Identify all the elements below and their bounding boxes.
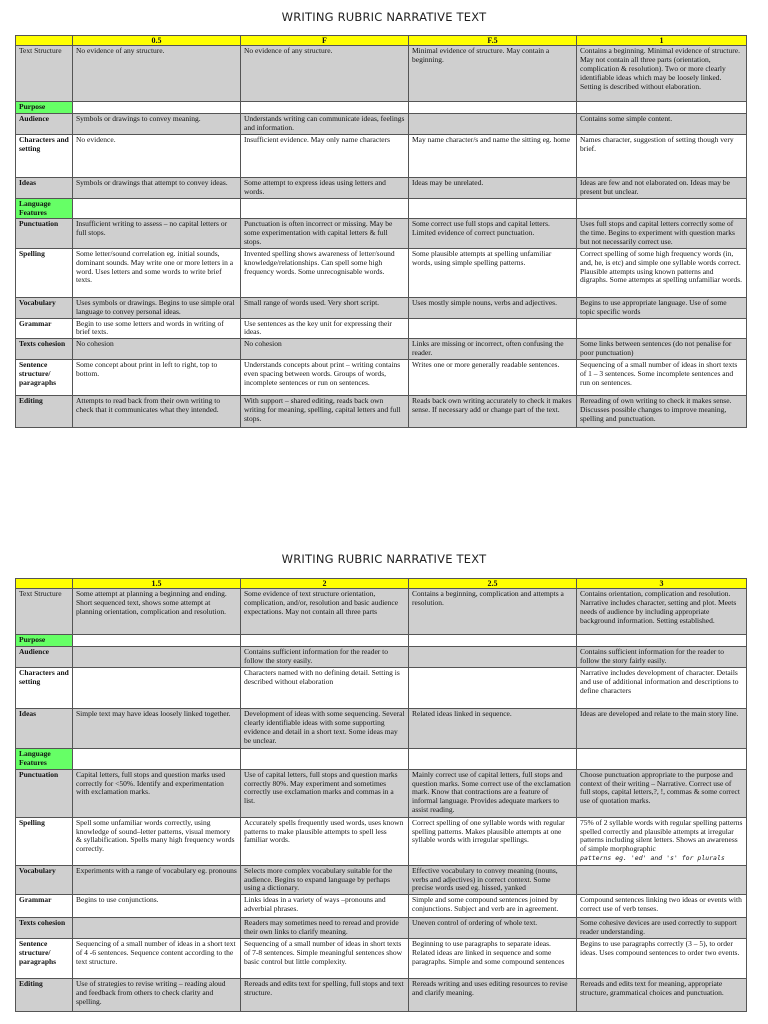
cell-text: Some links between sentences (do not penalise for poor punctuation)	[580, 339, 732, 358]
rubric-cell	[241, 248, 409, 297]
rubric-cell	[241, 134, 409, 177]
rubric-cell	[577, 938, 747, 978]
cell-text: With support – shared editing, reads back own writing for meaning, spelling, capital letters and full stops.	[244, 395, 401, 423]
rubric-cell	[577, 708, 747, 748]
rubric-cell	[577, 134, 747, 177]
cell-text: Some evidence of text structure orientation, complication, and/or, resolution and basic audience expectations. May not contain all three parts	[244, 589, 399, 617]
rubric-cell	[241, 395, 409, 427]
rubric-cell	[577, 769, 747, 817]
cell-text: Narrative includes development of character. Details and use of additional information and descriptions to define characters	[580, 667, 739, 695]
page-title: WRITING RUBRIC NARRATIVE TEXT	[281, 10, 487, 24]
rubric-cell	[577, 359, 747, 395]
rubric-row	[16, 114, 747, 135]
rubric-cell	[409, 708, 577, 748]
rubric-row	[16, 865, 747, 895]
criterion-label: Sentence structure/ paragraphs	[16, 359, 73, 395]
cell-text: Some concept about print in left to right, top to bottom.	[76, 359, 218, 378]
rubric-cell	[241, 667, 409, 708]
criterion-label: Text Structure	[16, 46, 73, 102]
rubric-cell	[73, 219, 241, 249]
cell-text: Use of strategies to revise writing – reading aloud and feedback from others to check clarity and spelling.	[76, 978, 226, 1006]
rubric-row	[16, 708, 747, 748]
section-label: Purpose	[16, 635, 73, 647]
rubric-cell	[241, 46, 409, 102]
cell-text: Rereads writing and uses editing resources to revise and clarify meaning.	[412, 978, 568, 997]
cell-text: Reads back own writing accurately to check it makes sense. If necessary add or change part of the text.	[412, 395, 572, 414]
rubric-cell	[73, 589, 241, 635]
empty-cell	[409, 102, 577, 114]
rubric-row	[16, 978, 747, 1011]
rubric-cell	[241, 769, 409, 817]
rubric-cell	[409, 134, 577, 177]
rubric-cell	[241, 647, 409, 668]
rubric-cell	[241, 918, 409, 939]
rubric-row	[16, 589, 747, 635]
empty-cell	[577, 748, 747, 769]
rubric-cell	[409, 667, 577, 708]
cell-text: Rereading of own writing to check it makes sense. Discusses possible changes to improve meaning, spelling and punctuation.	[580, 395, 732, 423]
rubric-cell	[241, 114, 409, 135]
rubric-cell	[409, 114, 577, 135]
empty-cell	[241, 635, 409, 647]
rubric-cell	[409, 219, 577, 249]
rubric-cell	[409, 865, 577, 895]
cell-text: Related ideas linked in sequence.	[412, 708, 512, 718]
header-level-2: F	[241, 36, 409, 46]
criterion-label: Punctuation	[16, 769, 73, 817]
header-level-1: 1.5	[73, 579, 241, 589]
empty-cell	[577, 635, 747, 647]
rubric-cell	[577, 297, 747, 318]
rubric-cell	[577, 339, 747, 360]
cell-text: Invented spelling shows awareness of letter/sound knowledge/relationships. Can spell some high frequency words. Some unrecognisable words.	[244, 248, 395, 276]
rubric-row	[16, 769, 747, 817]
cell-text: Simple and some compound sentences joined by conjunctions. Subject and verb are in agreement.	[412, 895, 559, 914]
rubric-row	[16, 297, 747, 318]
cell-text: No cohesion	[244, 339, 282, 349]
rubric-cell	[241, 177, 409, 198]
rubric-cell	[241, 865, 409, 895]
criterion-label: Vocabulary	[16, 297, 73, 318]
empty-cell	[409, 748, 577, 769]
cell-text: Ideas are developed and relate to the main story line.	[580, 708, 739, 718]
rubric-row	[16, 318, 747, 339]
cell-text: No evidence of any structure.	[76, 46, 165, 56]
cell-text: Use of capital letters, full stops and question marks correctly 80%. May experiment and sometimes correctly use exclamation marks and commas in a list.	[244, 769, 398, 806]
rubric-row	[16, 359, 747, 395]
header-level-1: 0.5	[73, 36, 241, 46]
cell-text: 75% of 2 syllable words with regular spelling patterns spelled correctly and plausible attempts at irregular patterns including silent letters. Shows an awareness of simple morphographic	[580, 817, 743, 854]
cell-text: Some attempt at planning a beginning and ending. Short sequenced text, shows some attempt at planning orientation, complication and resolution.	[76, 589, 227, 617]
criterion-label: Audience	[16, 647, 73, 668]
rubric-row	[16, 198, 747, 219]
section-label: Language Features	[16, 748, 73, 769]
cell-text: Names character, suggestion of setting though very brief.	[580, 134, 734, 153]
criterion-label: Texts cohesion	[16, 918, 73, 939]
cell-text: Punctuation is often incorrect or missing. May be some experimentation with capital letters & full stops.	[244, 219, 393, 247]
cell-text: Correct spelling of one syllable words with regular spelling patterns. Makes plausible attempts at one syllable words with irregular spellings.	[412, 817, 565, 845]
cell-text: Symbols or drawings that attempt to convey ideas.	[76, 177, 228, 187]
criterion-label: Punctuation	[16, 219, 73, 249]
rubric-row	[16, 635, 747, 647]
cell-text: Simple text may have ideas loosely linked together.	[76, 708, 231, 718]
empty-cell	[241, 748, 409, 769]
criterion-label: Ideas	[16, 708, 73, 748]
rubric-cell	[73, 248, 241, 297]
rubric-cell	[409, 938, 577, 978]
cell-text: Spell some unfamiliar words correctly, using knowledge of sound–letter patterns, visual memory & syllabification. Spells many high frequency words correctly.	[76, 817, 235, 854]
empty-cell	[241, 102, 409, 114]
rubric-cell	[73, 708, 241, 748]
cell-text: Links are missing or incorrect, often confusing the reader.	[412, 339, 564, 358]
rubric-cell	[577, 865, 747, 895]
cell-text: No cohesion	[76, 339, 114, 349]
empty-cell	[73, 635, 241, 647]
empty-cell	[409, 198, 577, 219]
header-row	[16, 579, 747, 589]
cell-text: Sequencing of a small number of ideas in short texts of 1 – 3 sentences. Some incomplete sentences and run on sentences.	[580, 359, 738, 387]
rubric-cell	[241, 219, 409, 249]
cell-text: Understands writing can communicate ideas, feelings and information.	[244, 114, 405, 133]
rubric-row	[16, 339, 747, 360]
rubric-cell	[409, 46, 577, 102]
empty-cell	[577, 102, 747, 114]
rubric-table-2	[15, 578, 747, 1012]
cell-text: No evidence of any structure.	[244, 46, 333, 56]
rubric-cell	[409, 359, 577, 395]
header-level-2: 2	[241, 579, 409, 589]
cell-text: Sequencing of a small number of ideas in short texts of 7-8 sentences. Simple meaningful sentences show basic control but little complexity.	[244, 938, 403, 966]
header-level-3: F.5	[409, 36, 577, 46]
rubric-cell	[409, 297, 577, 318]
cell-text: Readers may sometimes need to reread and provide their own links to clarify meaning.	[244, 918, 399, 937]
cell-text: Selects more complex vocabulary suitable for the audience. Begins to expand language by perhaps using a dictionary.	[244, 865, 393, 893]
cell-text: Characters named with no defining detail. Setting is described without elaboration	[244, 667, 400, 686]
rubric-row	[16, 395, 747, 427]
cell-text: Uneven control of ordering of whole text.	[412, 918, 538, 928]
rubric-cell	[73, 46, 241, 102]
cell-text: Contains a beginning. Minimal evidence of structure. May not contain all three parts (orientation, complication & resolution). Two or more clearly identifiable ideas which may be loosely linked. Setting is described without elaboration.	[580, 46, 740, 91]
page-title-2: WRITING RUBRIC NARRATIVE TEXT	[281, 552, 487, 566]
criterion-label: Characters and setting	[16, 134, 73, 177]
rubric-cell	[73, 318, 241, 339]
criterion-label: Text Structure	[16, 589, 73, 635]
criterion-label: Editing	[16, 978, 73, 1011]
rubric-cell	[577, 978, 747, 1011]
cell-text: Rereads and edits text for spelling, full stops and text structure.	[244, 978, 404, 997]
criterion-label: Sentence structure/ paragraphs	[16, 938, 73, 978]
criterion-label: Vocabulary	[16, 865, 73, 895]
rubric-cell	[73, 769, 241, 817]
rubric-cell	[241, 895, 409, 918]
rubric-cell	[73, 938, 241, 978]
header-level-4: 3	[577, 579, 747, 589]
cell-text: Attempts to read back from their own writing to check that it communicates what they intended.	[76, 395, 221, 414]
criterion-label: Grammar	[16, 895, 73, 918]
rubric-cell	[577, 114, 747, 135]
criterion-label: Spelling	[16, 248, 73, 297]
empty-cell	[241, 198, 409, 219]
rubric-cell	[409, 895, 577, 918]
empty-cell	[73, 102, 241, 114]
rubric-cell	[73, 297, 241, 318]
rubric-cell	[409, 395, 577, 427]
rubric-cell	[577, 248, 747, 297]
cell-text: Begins to use paragraphs correctly (3 – 5), to order ideas. Uses compound sentences to order two events.	[580, 938, 740, 957]
rubric-cell	[241, 938, 409, 978]
rubric-row	[16, 102, 747, 114]
rubric-cell	[577, 395, 747, 427]
rubric-cell	[241, 817, 409, 865]
rubric-cell	[409, 647, 577, 668]
criterion-label: Spelling	[16, 817, 73, 865]
cell-text: Some attempt to express ideas using letters and words.	[244, 177, 386, 196]
cell-text: Some plausible attempts at spelling unfamiliar words, using simple spelling patterns.	[412, 248, 552, 267]
rubric-cell	[409, 918, 577, 939]
rubric-cell	[241, 297, 409, 318]
rubric-cell	[73, 865, 241, 895]
rubric-row	[16, 248, 747, 297]
rubric-cell	[73, 918, 241, 939]
cell-text: Contains sufficient information for the reader to follow the story fairly easily.	[580, 647, 724, 666]
header-corner	[16, 579, 73, 589]
header-level-3: 2.5	[409, 579, 577, 589]
rubric-cell	[409, 339, 577, 360]
empty-cell	[73, 198, 241, 219]
cell-text: Sequencing of a small number of ideas in a short text of 4 -6 sentences. Sequence content according to the text structure.	[76, 938, 236, 966]
cell-text: Some cohesive devices are used correctly to support reader understanding.	[580, 918, 737, 937]
cell-text: Contains some simple content.	[580, 114, 673, 124]
cell-text: Development of ideas with some sequencing. Several clearly identifiable ideas with some supporting evidence and detail in a short text. Some ideas may be unclear.	[244, 708, 405, 745]
section-label: Language Features	[16, 198, 73, 219]
cell-text: Uses full stops and capital letters correctly some of the time. Begins to experiment with question marks but not necessarily correct use.	[580, 219, 735, 247]
header-level-4: 1	[577, 36, 747, 46]
cell-text: Capital letters, full stops and question marks used correctly for <50%. Identify and experimentation with exclamation marks.	[76, 769, 226, 797]
rubric-cell	[73, 978, 241, 1011]
rubric-body-2	[16, 579, 747, 1012]
cell-text: Begin to use some letters and words in writing of brief texts.	[76, 318, 224, 337]
rubric-cell	[409, 769, 577, 817]
rubric-cell	[73, 817, 241, 865]
criterion-label: Grammar	[16, 318, 73, 339]
rubric-cell	[577, 219, 747, 249]
header-corner	[16, 36, 73, 46]
cell-text: Ideas are few and not elaborated on. Ideas may be present but unclear.	[580, 177, 730, 196]
rubric-cell	[73, 395, 241, 427]
cell-text: Links ideas in a variety of ways –pronouns and adverbial phrases.	[244, 895, 386, 914]
cell-text: Experiments with a range of vocabulary eg. pronouns	[76, 865, 237, 875]
criterion-label: Ideas	[16, 177, 73, 198]
rubric-row	[16, 647, 747, 668]
rubric-row	[16, 895, 747, 918]
cell-text: Rereads and edits text for meaning, appropriate structure, grammatical choices and punctuation.	[580, 978, 724, 997]
rubric-row	[16, 938, 747, 978]
rubric-cell	[577, 318, 747, 339]
rubric-cell	[73, 339, 241, 360]
rubric-cell	[577, 589, 747, 635]
rubric-row	[16, 177, 747, 198]
criterion-label: Editing	[16, 395, 73, 427]
rubric-row	[16, 817, 747, 865]
rubric-row	[16, 134, 747, 177]
cell-text: Small range of words used. Very short script.	[244, 297, 380, 307]
rubric-cell	[241, 339, 409, 360]
rubric-cell	[577, 46, 747, 102]
rubric-row	[16, 46, 747, 102]
rubric-cell	[577, 177, 747, 198]
rubric-cell	[241, 708, 409, 748]
section-label: Purpose	[16, 102, 73, 114]
cell-text: Minimal evidence of structure. May contain a beginning.	[412, 46, 550, 65]
cell-text: Writes one or more generally readable sentences.	[412, 359, 560, 369]
empty-cell	[577, 198, 747, 219]
rubric-cell	[241, 359, 409, 395]
rubric-row	[16, 918, 747, 939]
rubric-cell	[577, 817, 747, 865]
rubric-row	[16, 219, 747, 249]
rubric-cell	[409, 248, 577, 297]
rubric-cell	[577, 647, 747, 668]
rubric-cell	[241, 978, 409, 1011]
rubric-cell	[577, 895, 747, 918]
rubric-row	[16, 748, 747, 769]
rubric-body-1	[16, 36, 747, 428]
cell-text: Contains orientation, complication and resolution. Narrative includes character, setting and plot. Meets needs of audience by including appropriate background information. Setting established.	[580, 589, 737, 625]
cell-text: Correct spelling of some high frequency words (in, and, he, is etc) and simple one syllable words correct. Plausible attempts using known patterns and digraphs. Some attempts at spelling unfamiliar words.	[580, 248, 743, 285]
empty-cell	[73, 748, 241, 769]
cell-text: Contains a beginning, complication and attempts a resolution.	[412, 589, 564, 608]
rubric-cell	[577, 918, 747, 939]
cell-text: Begins to use conjunctions.	[76, 895, 159, 905]
rubric-cell	[73, 177, 241, 198]
rubric-cell	[409, 177, 577, 198]
criterion-label: Characters and setting	[16, 667, 73, 708]
rubric-cell	[73, 895, 241, 918]
cell-text: Mainly correct use of capital letters, full stops and question marks. Some correct use of the exclamation mark. Know that contractions are a feature of informal language. Provides adequate markers to assist reading.	[412, 769, 571, 815]
cell-text: Beginning to use paragraphs to separate ideas. Related ideas are linked in sequence and some paragraphs. Simple and some compound sentences	[412, 938, 565, 966]
cell-text: Compound sentences linking two ideas or events with correct use of verb tenses.	[580, 895, 742, 914]
cell-text: Choose punctuation appropriate to the purpose and context of their writing – Narrative. Correct use of full stops, capital letters,?, !, commas & some correct use of quotation marks.	[580, 769, 740, 806]
rubric-cell	[241, 318, 409, 339]
rubric-cell	[73, 134, 241, 177]
rubric-cell	[73, 647, 241, 668]
cell-text: Begins to use appropriate language. Use of some topic specific words	[580, 297, 727, 316]
cell-text: No evidence.	[76, 134, 116, 144]
criterion-label: Texts cohesion	[16, 339, 73, 360]
cell-text: May name character/s and name the sitting eg. home	[412, 134, 571, 144]
rubric-cell	[73, 114, 241, 135]
cell-text: Contains sufficient information for the reader to follow the story easily.	[244, 647, 388, 666]
rubric-cell	[409, 817, 577, 865]
rubric-cell	[577, 667, 747, 708]
cell-text: Insufficient evidence. May only name characters	[244, 134, 391, 144]
empty-cell	[409, 635, 577, 647]
cell-text: Understands concepts about print – writing contains even spacing between words. Groups of words, incomplete sentences or run on sentences.	[244, 359, 401, 387]
handwritten-note: patterns eg. 'ed' and 's' for plurals	[580, 854, 725, 863]
cell-text: Ideas may be unrelated.	[412, 177, 484, 187]
cell-text: Symbols or drawings to convey meaning.	[76, 114, 201, 124]
cell-text: Some correct use full stops and capital letters. Limited evidence of correct punctuation.	[412, 219, 550, 238]
rubric-cell	[409, 978, 577, 1011]
rubric-cell	[73, 667, 241, 708]
cell-text: Some letter/sound correlation eg. initial sounds, dominant sounds. May write one or more letters in a word. Uses letters and some words to write brief texts.	[76, 248, 234, 285]
cell-text: Accurately spells frequently used words, uses known patterns to make plausible attempts to spell less familiar words.	[244, 817, 404, 845]
header-row	[16, 36, 747, 46]
rubric-cell	[409, 318, 577, 339]
rubric-cell	[73, 359, 241, 395]
rubric-cell	[241, 589, 409, 635]
rubric-table-1	[15, 35, 747, 428]
criterion-label: Audience	[16, 114, 73, 135]
rubric-cell	[409, 589, 577, 635]
cell-text: Insufficient writing to assess – no capital letters or full stops.	[76, 219, 228, 238]
cell-text: Effective vocabulary to convey meaning (nouns, verbs and adjectives) in correct context. Some precise words used eg. hissed, yanked	[412, 865, 558, 893]
rubric-row	[16, 667, 747, 708]
cell-text: Uses mostly simple nouns, verbs and adjectives.	[412, 297, 557, 307]
cell-text: Uses symbols or drawings. Begins to use simple oral language to convey personal ideas.	[76, 297, 235, 316]
cell-text: Use sentences as the key unit for expressing their ideas.	[244, 318, 392, 337]
